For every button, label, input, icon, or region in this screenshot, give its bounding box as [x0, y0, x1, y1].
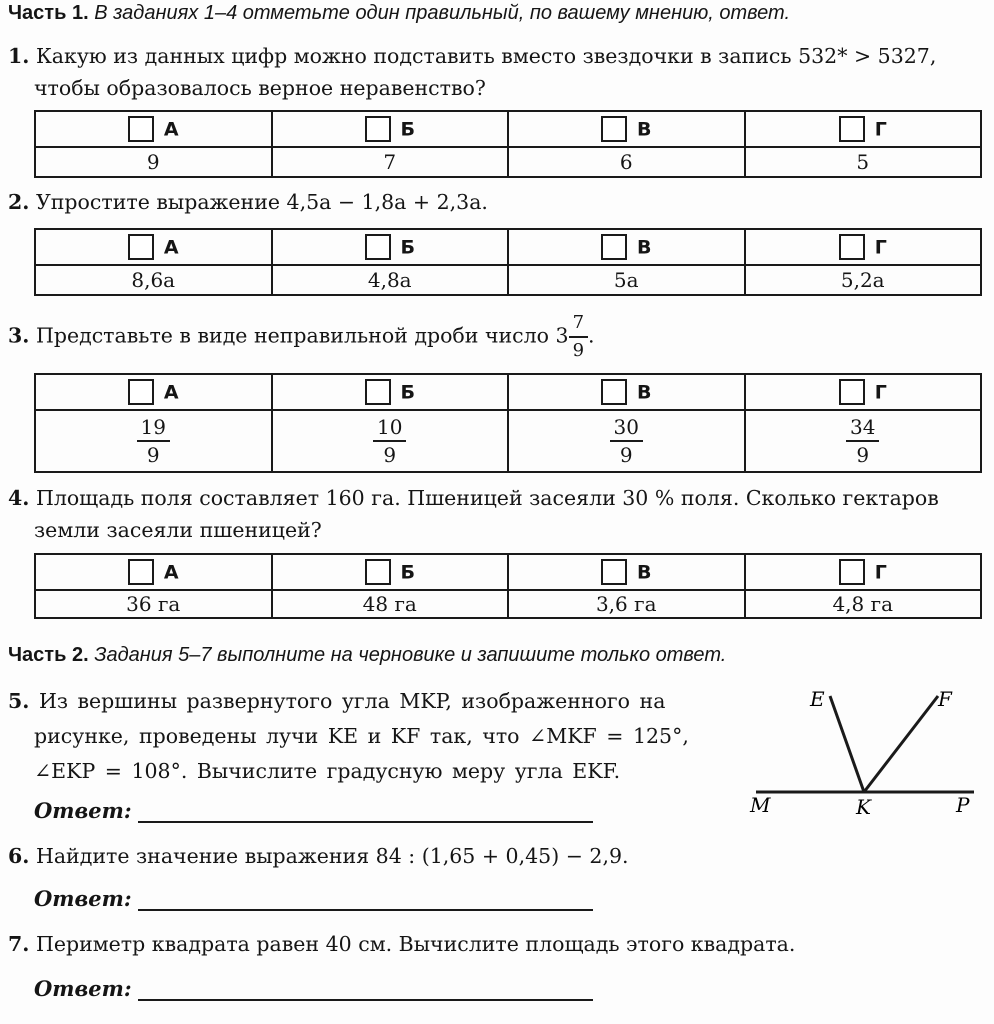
question-6-number: 6. — [8, 844, 30, 868]
ray-kf — [864, 696, 938, 792]
question-2-options — [34, 228, 982, 296]
answer-field[interactable] — [138, 977, 593, 1001]
answer-label: Ответ: — [34, 976, 132, 1001]
checkbox[interactable] — [839, 234, 865, 260]
q3-value-b: $\frac{10}{9}$ — [272, 410, 509, 472]
question-5-line2: рисунке, проведены лучи KE и KF так, что ∠MKF = 125°, — [34, 724, 689, 748]
checkbox[interactable] — [839, 559, 865, 585]
question-3: 3. Представьте в виде неправильной дроби число 3 $\frac{7}{9}$ . — [8, 310, 595, 364]
q2-option-b[interactable]: Б — [272, 229, 509, 265]
question-5 — [8, 684, 718, 789]
label-e: E — [810, 687, 825, 711]
q2-value-b: 4,8a — [272, 265, 509, 295]
question-7-text: Периметр квадрата равен 40 см. Вычислите площадь этого квадрата. — [35, 932, 796, 956]
q1-option-g[interactable]: Г — [745, 111, 982, 147]
q1-value-v: 6 — [508, 147, 745, 177]
question-4 — [8, 482, 939, 546]
question-3-number: 3. — [8, 323, 30, 348]
q5-answer[interactable] — [34, 798, 593, 823]
question-1 — [8, 40, 936, 104]
part1-heading — [8, 2, 790, 25]
part1-instruction: В заданиях 1–4 отметьте один правильный, по вашему мнению, ответ. — [94, 2, 791, 24]
checkbox[interactable] — [839, 116, 865, 142]
label-m: M — [750, 793, 771, 817]
question-2-text: Упростите выражение 4,5a − 1,8a + 2,3a. — [35, 190, 488, 214]
q4-option-g[interactable]: Г — [745, 554, 982, 590]
q7-answer[interactable] — [34, 976, 593, 1001]
label-f: F — [938, 687, 952, 711]
part1-label: Часть 1. — [8, 2, 89, 24]
question-4-options — [34, 553, 982, 619]
question-1-number: 1. — [8, 44, 30, 68]
checkbox[interactable] — [365, 116, 391, 142]
q4-value-a: 36 га — [35, 590, 272, 618]
question-3-whole: 3 — [555, 323, 569, 348]
q1-value-a: 9 — [35, 147, 272, 177]
question-6-text: Найдите значение выражения 84 : (1,65 + 0,45) − 2,9. — [35, 844, 629, 868]
q2-value-a: 8,6a — [35, 265, 272, 295]
q3-option-b[interactable]: Б — [272, 374, 509, 410]
question-3-fraction: $\frac{7}{9}$ — [569, 310, 588, 364]
checkbox[interactable] — [601, 234, 627, 260]
question-1-line2: чтобы образовалось верное неравенство? — [34, 76, 486, 100]
answer-label: Ответ: — [34, 798, 132, 823]
label-p: P — [956, 793, 970, 817]
checkbox[interactable] — [601, 116, 627, 142]
checkbox[interactable] — [839, 379, 865, 405]
answer-field[interactable] — [138, 887, 593, 911]
checkbox[interactable] — [365, 234, 391, 260]
q2-value-g: 5,2a — [745, 265, 982, 295]
q4-option-b[interactable]: Б — [272, 554, 509, 590]
q4-option-v[interactable]: В — [508, 554, 745, 590]
question-5-line3: ∠EKP = 108°. Вычислите градусную меру угла EKF. — [34, 759, 621, 783]
q3-value-g: $\frac{34}{9}$ — [745, 410, 982, 472]
question-5-number: 5. — [8, 689, 30, 713]
q3-value-a: $\frac{19}{9}$ — [35, 410, 272, 472]
question-7-number: 7. — [8, 932, 30, 956]
q2-option-a[interactable]: А — [35, 229, 272, 265]
question-3-text: Представьте в виде неправильной дроби число — [35, 323, 550, 348]
checkbox[interactable] — [601, 559, 627, 585]
question-3-options — [34, 373, 982, 473]
q3-option-a[interactable]: А — [35, 374, 272, 410]
q4-value-g: 4,8 га — [745, 590, 982, 618]
q1-value-b: 7 — [272, 147, 509, 177]
q1-option-b[interactable]: Б — [272, 111, 509, 147]
q1-option-a[interactable]: А — [35, 111, 272, 147]
question-1-line1: Какую из данных цифр можно подставить вместо звездочки в запись 532* > 5327, — [35, 44, 937, 68]
label-k: K — [856, 795, 871, 819]
part2-instruction: Задания 5–7 выполните на черновике и запишите только ответ. — [94, 644, 727, 666]
checkbox[interactable] — [128, 559, 154, 585]
ray-ke — [830, 696, 864, 792]
checkbox[interactable] — [365, 379, 391, 405]
checkbox[interactable] — [128, 234, 154, 260]
q1-value-g: 5 — [745, 147, 982, 177]
q3-value-v: $\frac{30}{9}$ — [508, 410, 745, 472]
question-4-number: 4. — [8, 486, 30, 510]
question-1-options — [34, 110, 982, 178]
q3-option-v[interactable]: В — [508, 374, 745, 410]
question-2-number: 2. — [8, 190, 30, 214]
angle-figure — [742, 682, 982, 822]
question-4-line2: земли засеяли пшеницей? — [34, 518, 322, 542]
q3-option-g[interactable]: Г — [745, 374, 982, 410]
question-2 — [8, 186, 488, 218]
q2-value-v: 5a — [508, 265, 745, 295]
q2-option-v[interactable]: В — [508, 229, 745, 265]
checkbox[interactable] — [365, 559, 391, 585]
q4-option-a[interactable]: А — [35, 554, 272, 590]
q1-option-v[interactable]: В — [508, 111, 745, 147]
checkbox[interactable] — [128, 379, 154, 405]
q6-answer[interactable] — [34, 886, 593, 911]
question-7 — [8, 928, 795, 960]
checkbox[interactable] — [601, 379, 627, 405]
q4-value-b: 48 га — [272, 590, 509, 618]
q4-value-v: 3,6 га — [508, 590, 745, 618]
part2-label: Часть 2. — [8, 644, 89, 666]
answer-label: Ответ: — [34, 886, 132, 911]
question-5-line1: Из вершины развернутого угла MKP, изображенного на — [38, 689, 666, 713]
part2-heading — [8, 644, 726, 667]
answer-field[interactable] — [138, 799, 593, 823]
checkbox[interactable] — [128, 116, 154, 142]
question-6 — [8, 840, 629, 872]
question-4-line1: Площадь поля составляет 160 га. Пшеницей засеяли 30 % поля. Сколько гектаров — [35, 486, 939, 510]
q2-option-g[interactable]: Г — [745, 229, 982, 265]
